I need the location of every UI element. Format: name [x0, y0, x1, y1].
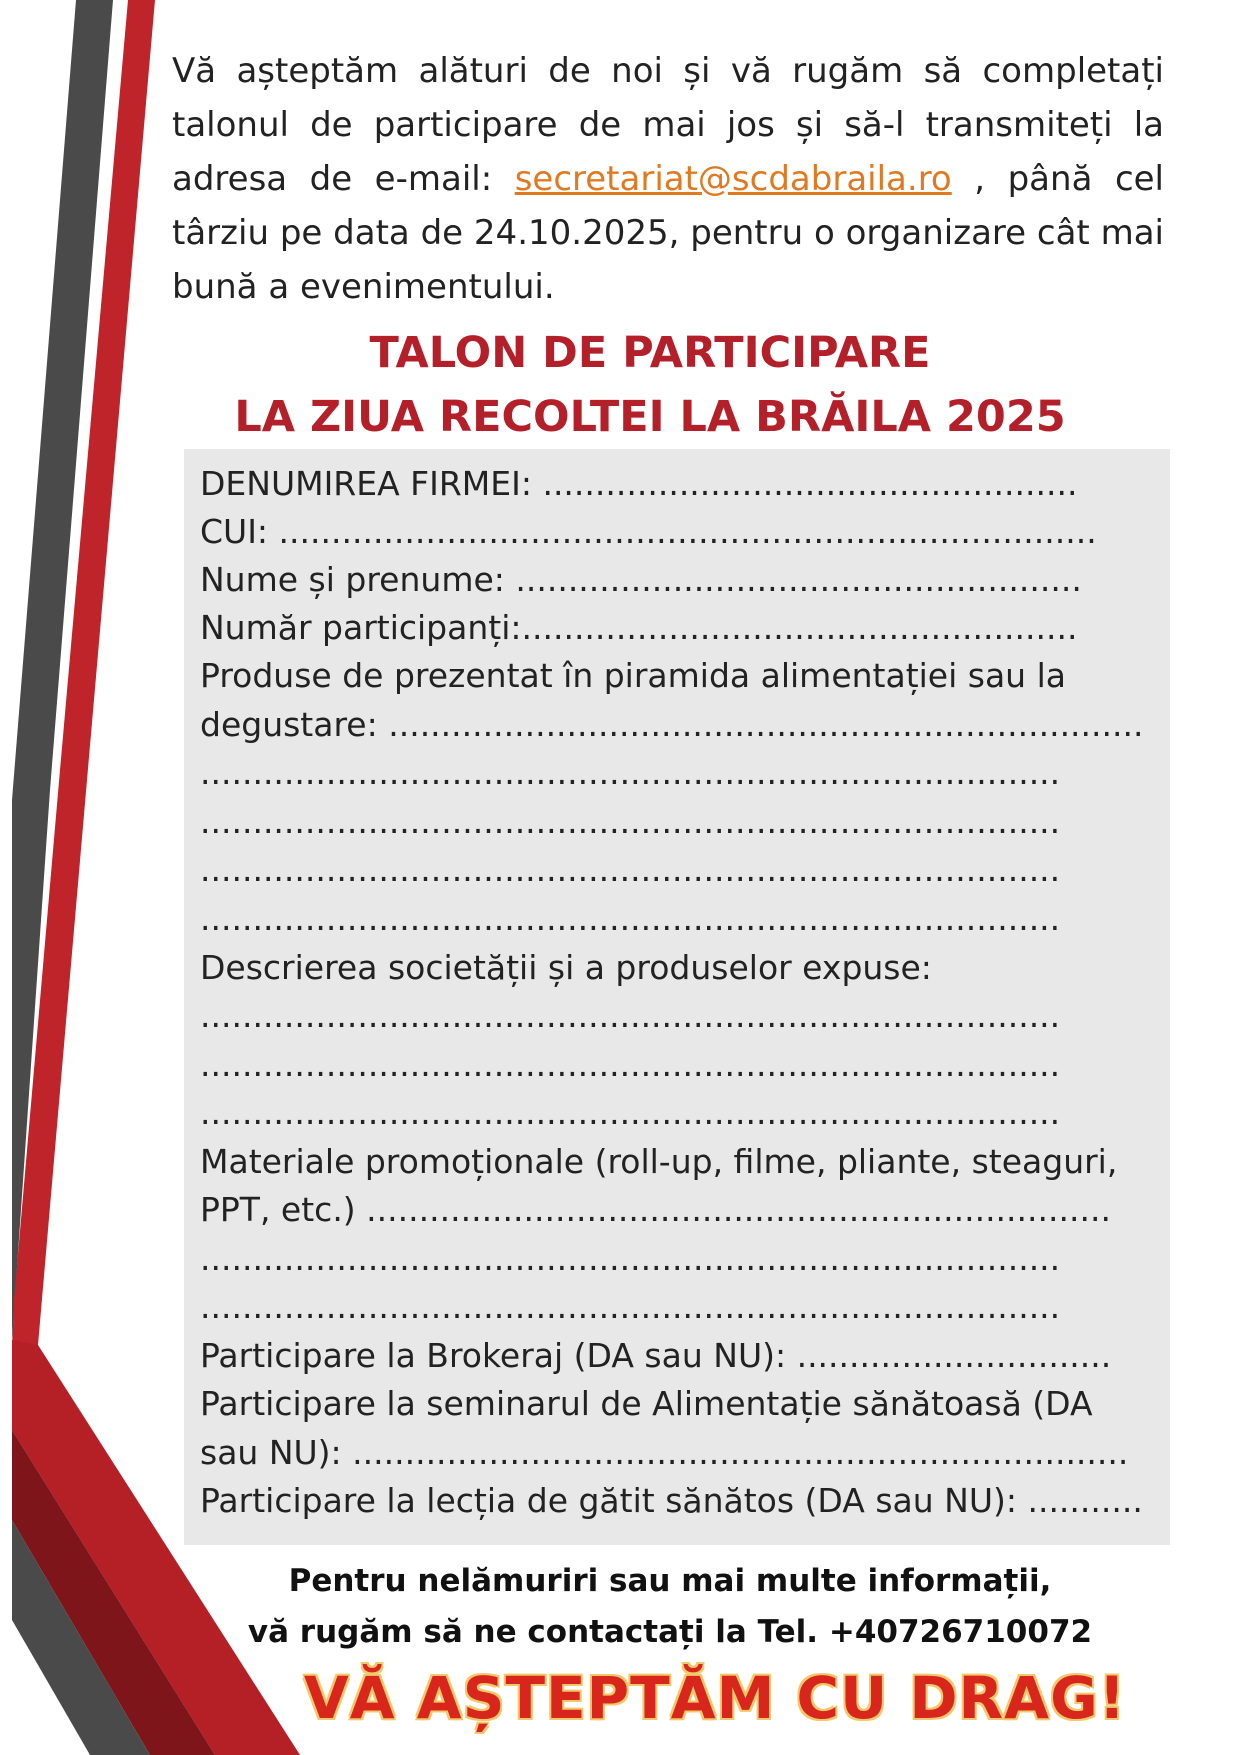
form-title-line2: LA ZIUA RECOLTEI LA BRĂILA 2025 [234, 392, 1066, 442]
form-line-blank: .................................................................................. [200, 996, 1061, 1035]
form-line-tasting: degustare: ........................................................................ [200, 705, 1144, 744]
form-line-blank: .................................................................................. [200, 850, 1061, 889]
form-line-blank: .................................................................................. [200, 1239, 1061, 1278]
email-link[interactable]: secretariat@scdabraila.ro [514, 159, 952, 199]
closing-slogan: VĂ AȘTEPTĂM CU DRAG! [303, 1664, 1127, 1732]
intro-paragraph [172, 44, 1164, 314]
form-line-products: Produse de prezentat în piramida alimentației sau la [200, 656, 1066, 695]
form-line-full-name: Nume și prenume: ...................................................... [200, 560, 1082, 599]
form-line-promo-materials-cont: PPT, etc.) ....................................................................... [200, 1190, 1111, 1229]
form-line-blank: .................................................................................. [200, 899, 1061, 938]
intro-text-after-email: , până cel târziu pe data de 24.10.2025, pentru o organizare cât mai bună a evenimentului. [172, 159, 1164, 307]
form-line-company-name: DENUMIREA FIRMEI: ................................................... [200, 464, 1078, 503]
form-title-line1: TALON DE PARTICIPARE [369, 328, 931, 378]
intro-text-before-email: Vă așteptăm alături de noi și vă rugăm să completați talonul de participare de mai jos și să-l transmiteți la adresa de e-mail: [172, 51, 1164, 199]
form-line-description: Descrierea societății și a produselor expuse: [200, 948, 932, 987]
form-line-seminar: Participare la seminarul de Alimentație sănătoasă (DA [200, 1384, 1093, 1423]
form-line-blank: .................................................................................. [200, 1045, 1061, 1084]
contact-line2: vă rugăm să ne contactați la Tel. +40726710072 [247, 1614, 1093, 1650]
form-line-promo-materials: Materiale promoționale (roll-up, filme, pliante, steaguri, [200, 1142, 1118, 1181]
form-line-participants: Număr participanți:..................................................... [200, 608, 1078, 647]
form-line-blank: .................................................................................. [200, 802, 1061, 841]
form-line-cooking-lesson: Participare la lecția de gătit sănătos (DA sau NU): ........... [200, 1481, 1143, 1520]
form-line-seminar-cont: sau NU): .......................................................................... [200, 1433, 1129, 1472]
form-line-blank: .................................................................................. [200, 753, 1061, 792]
form-line-cui: CUI: .............................................................................. [200, 512, 1097, 551]
contact-line1: Pentru nelămuriri sau mai multe informații, [288, 1563, 1052, 1599]
form-line-blank: .................................................................................. [200, 1287, 1061, 1326]
form-line-brokerage: Participare la Brokeraj (DA sau NU): .............................. [200, 1336, 1112, 1375]
form-line-blank: .................................................................................. [200, 1093, 1061, 1132]
gray-stripe-top [12, 0, 113, 1340]
